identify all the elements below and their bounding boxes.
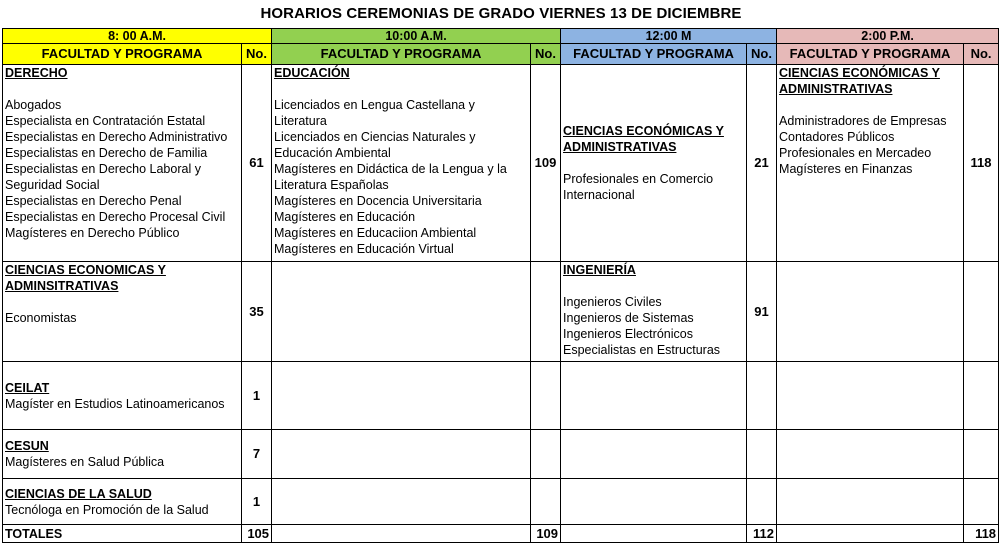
graduate-count: 61 (242, 65, 272, 262)
program-item: Especialistas en Derecho Administrativo (5, 130, 228, 144)
faculty-cell (777, 65, 964, 262)
program-item: Contadores Públicos (779, 130, 895, 144)
no-header: No. (747, 44, 777, 65)
program-item: Licenciados en Ciencias Naturales y Educación Ambiental (274, 130, 476, 160)
faculty-header: FACULTAD Y PROGRAMA (272, 44, 531, 65)
empty-cell (747, 479, 777, 525)
empty-cell (777, 262, 964, 362)
empty-cell (531, 430, 561, 479)
program-item: Magíster en Estudios Latinoamericanos (5, 396, 225, 411)
faculty-name: CIENCIAS ECONOMICAS Y ADMINSITRATIVAS (5, 263, 166, 293)
program-item: Especialista en Contratación Estatal (5, 114, 206, 128)
total-12m: 112 (747, 525, 777, 543)
empty-cell (272, 362, 531, 430)
empty-cell (964, 262, 999, 362)
time-slot-row (3, 29, 999, 44)
graduate-count: 109 (531, 65, 561, 262)
program-item: Especialistas en Derecho de Familia (5, 146, 208, 160)
no-header: No. (531, 44, 561, 65)
slot-8am: 8: 00 A.M. (3, 29, 272, 44)
program-item: Administradores de Empresas (779, 114, 947, 128)
faculty-cell (3, 479, 242, 525)
table-row (3, 65, 999, 262)
program-item: Profesionales en Mercadeo (779, 146, 932, 160)
program-item: Magísteres en Finanzas (779, 162, 913, 176)
empty-cell (747, 362, 777, 430)
empty-cell (561, 525, 747, 543)
graduate-count: 7 (242, 430, 272, 479)
empty-cell (561, 430, 747, 479)
faculty-header: FACULTAD Y PROGRAMA (777, 44, 964, 65)
empty-cell (272, 262, 531, 362)
program-item: Especialistas en Estructuras (563, 343, 721, 357)
faculty-cell (561, 65, 747, 262)
program-item: Abogados (5, 98, 62, 112)
empty-cell (777, 430, 964, 479)
column-header-row (3, 44, 999, 65)
faculty-cell (3, 430, 242, 479)
program-item: Magísteres en Educación (274, 210, 416, 224)
program-item: Licenciados en Lengua Castellana y Literatura (274, 98, 475, 128)
faculty-name: INGENIERÍA (563, 263, 636, 277)
totals-row (3, 525, 999, 543)
faculty-name: CIENCIAS ECONÓMICAS Y ADMINISTRATIVAS (563, 124, 724, 154)
program-item: Magísteres en Educación Virtual (274, 242, 454, 256)
program-item: Magísteres en Educaciion Ambiental (274, 226, 477, 240)
graduate-count: 91 (747, 262, 777, 362)
faculty-header: FACULTAD Y PROGRAMA (561, 44, 747, 65)
faculty-cell (3, 262, 242, 362)
faculty-name: CEILAT (5, 380, 50, 395)
empty-cell (561, 479, 747, 525)
program-item: Tecnóloga en Promoción de la Salud (5, 502, 209, 517)
program-item: Magísteres en Didáctica de la Lengua y la Literatura Españolas (274, 162, 507, 192)
graduate-count: 118 (964, 65, 999, 262)
empty-cell (964, 430, 999, 479)
graduate-count: 1 (242, 362, 272, 430)
slot-12m: 12:00 M (561, 29, 777, 44)
faculty-name: DERECHO (5, 66, 68, 80)
empty-cell (777, 525, 964, 543)
empty-cell (531, 362, 561, 430)
empty-cell (531, 262, 561, 362)
table-row (3, 430, 999, 479)
table-row (3, 262, 999, 362)
faculty-name: CESUN (5, 439, 49, 453)
total-10am: 109 (531, 525, 561, 543)
program-item: Ingenieros Electrónicos (563, 327, 693, 341)
totals-label: TOTALES (3, 525, 242, 543)
empty-cell (272, 430, 531, 479)
faculty-cell (3, 362, 242, 430)
program-item: Magísteres en Docencia Universitaria (274, 194, 482, 208)
empty-cell (777, 479, 964, 525)
empty-cell (272, 479, 531, 525)
page-title: HORARIOS CEREMONIAS DE GRADO VIERNES 13 DE DICIEMBRE (260, 5, 742, 22)
no-header: No. (964, 44, 999, 65)
program-item: Magísteres en Derecho Público (5, 226, 180, 240)
no-header: No. (242, 44, 272, 65)
faculty-name: EDUCACIÓN (274, 66, 350, 80)
program-item: Ingenieros de Sistemas (563, 311, 694, 325)
empty-cell (531, 479, 561, 525)
faculty-cell (272, 65, 531, 262)
faculty-header: FACULTAD Y PROGRAMA (3, 44, 242, 65)
slot-2pm: 2:00 P.M. (777, 29, 999, 44)
empty-cell (964, 479, 999, 525)
empty-cell (777, 362, 964, 430)
program-item: Especialistas en Derecho Procesal Civil (5, 210, 226, 224)
graduate-count: 21 (747, 65, 777, 262)
graduate-count: 1 (242, 479, 272, 525)
faculty-name: CIENCIAS ECONÓMICAS Y ADMINISTRATIVAS (779, 66, 940, 96)
program-item: Especialistas en Derecho Penal (5, 194, 182, 208)
faculty-cell (3, 65, 242, 262)
program-item: Ingenieros Civiles (563, 295, 662, 309)
empty-cell (964, 362, 999, 430)
slot-10am: 10:00 A.M. (272, 29, 561, 44)
faculty-name: CIENCIAS DE LA SALUD (5, 486, 152, 501)
empty-cell (561, 362, 747, 430)
empty-cell (272, 525, 531, 543)
ceremony-schedule-table (2, 28, 999, 543)
faculty-cell (561, 262, 747, 362)
total-8am: 105 (242, 525, 272, 543)
program-item: Especialistas en Derecho Laboral y Seguridad Social (5, 162, 201, 192)
program-item: Economistas (5, 311, 77, 325)
empty-cell (747, 430, 777, 479)
graduate-count: 35 (242, 262, 272, 362)
table-row (3, 479, 999, 525)
program-item: Profesionales en Comercio Internacional (563, 172, 714, 202)
total-2pm: 118 (964, 525, 999, 543)
table-row (3, 362, 999, 430)
program-item: Magísteres en Salud Pública (5, 455, 165, 469)
